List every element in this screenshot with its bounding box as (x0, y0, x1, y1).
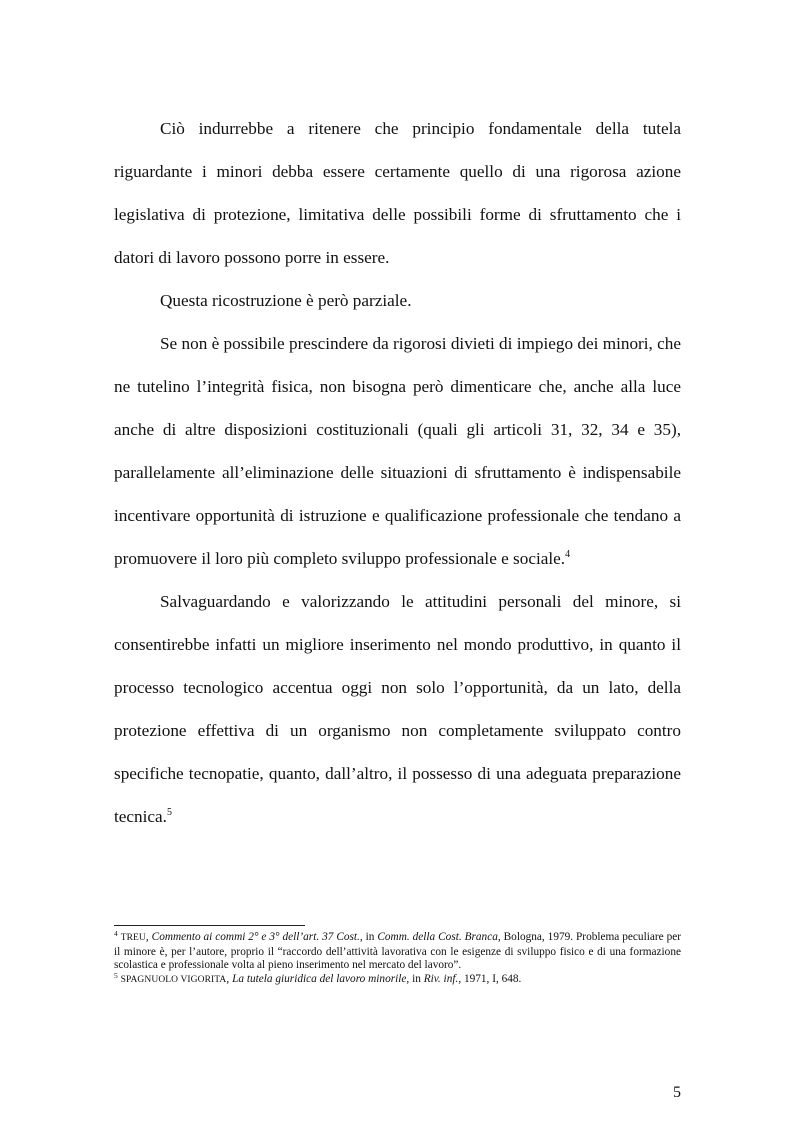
paragraph-1-text: Ciò indurrebbe a ritenere che principio fondamentale della tutela riguardante i minori debba essere certamente quello di una rigorosa azione legislativa di protezione, limitativa delle possibili forme di sfruttamento che i datori di lavoro possono porre in essere. (114, 119, 681, 267)
footnotes (114, 931, 681, 987)
footnote-ref-5[interactable]: 5 (166, 807, 172, 818)
paragraph-2-text: Questa ricostruzione è però parziale. (160, 291, 412, 310)
paragraph-3-text: Se non è possibile prescindere da rigorosi divieti di impiego dei minori, che ne tutelino l’integrità fisica, non bisogna però dimenticare che, anche alla luce anche di altre disposizioni costituzionali (quali gli articoli 31, 32, 34 e 35), parallelamente all’eliminazione delle situazioni di sfruttamento è indispensabile incentivare opportunità di istruzione e qualificazione professionale che tendano a promuovere il loro più completo sviluppo professionale e sociale. (114, 334, 681, 568)
footnote-5-source: Riv. inf. (423, 972, 459, 985)
footnote-5-tail: , 1971, I, 648. (458, 972, 522, 985)
footnote-ref-4[interactable]: 4 (565, 549, 571, 560)
footnote-5 (114, 970, 681, 988)
footnote-4-source: Comm. della Cost. Branca (377, 931, 498, 943)
footnote-divider (114, 925, 305, 926)
footnote-4-author: TREU (120, 933, 146, 943)
footnote-4-tail: , Bologna, 1979. Problema peculiare per il minore è, per l’autore, proprio il “raccordo dell’attività lavorativa con le esigenze di sviluppo fisico e di una formazione scolastica e professionale volta al pieno inserimento nel mercato del lavoro”. (114, 931, 681, 971)
footnote-4-marker: 4 (114, 929, 118, 938)
footnote-5-title: La tutela giuridica del lavoro minorile (232, 972, 407, 985)
paragraph-1 (114, 107, 681, 279)
footnote-5-in: , in (406, 972, 424, 985)
footnote-5-marker: 5 (114, 970, 118, 980)
footnote-5-sep: , (226, 972, 233, 985)
footnote-4-title: Commento ai commi 2° e 3° dell’art. 37 Cost. (151, 931, 360, 943)
footnote-5-author: SPAGNUOLO VIGORITA (120, 974, 227, 985)
paragraph-4 (114, 580, 681, 838)
page-number: 5 (673, 1084, 681, 1101)
footnote-4-sep: , (145, 931, 152, 943)
body-text (114, 107, 681, 838)
paragraph-3 (114, 322, 681, 580)
paragraph-2 (114, 279, 681, 322)
paragraph-4-text: Salvaguardando e valorizzando le attitudini personali del minore, si consentirebbe infatti un migliore inserimento nel mondo produttivo, in quanto il processo tecnologico accentua oggi non solo l’opportunità, da un lato, della protezione effettiva di un organismo non completamente sviluppato contro specifiche tecnopatie, quanto, dall’altro, il possesso di una adeguata preparazione tecnica. (114, 592, 681, 826)
footnote-4-in: , in (359, 931, 378, 943)
footnote-4 (114, 931, 681, 973)
